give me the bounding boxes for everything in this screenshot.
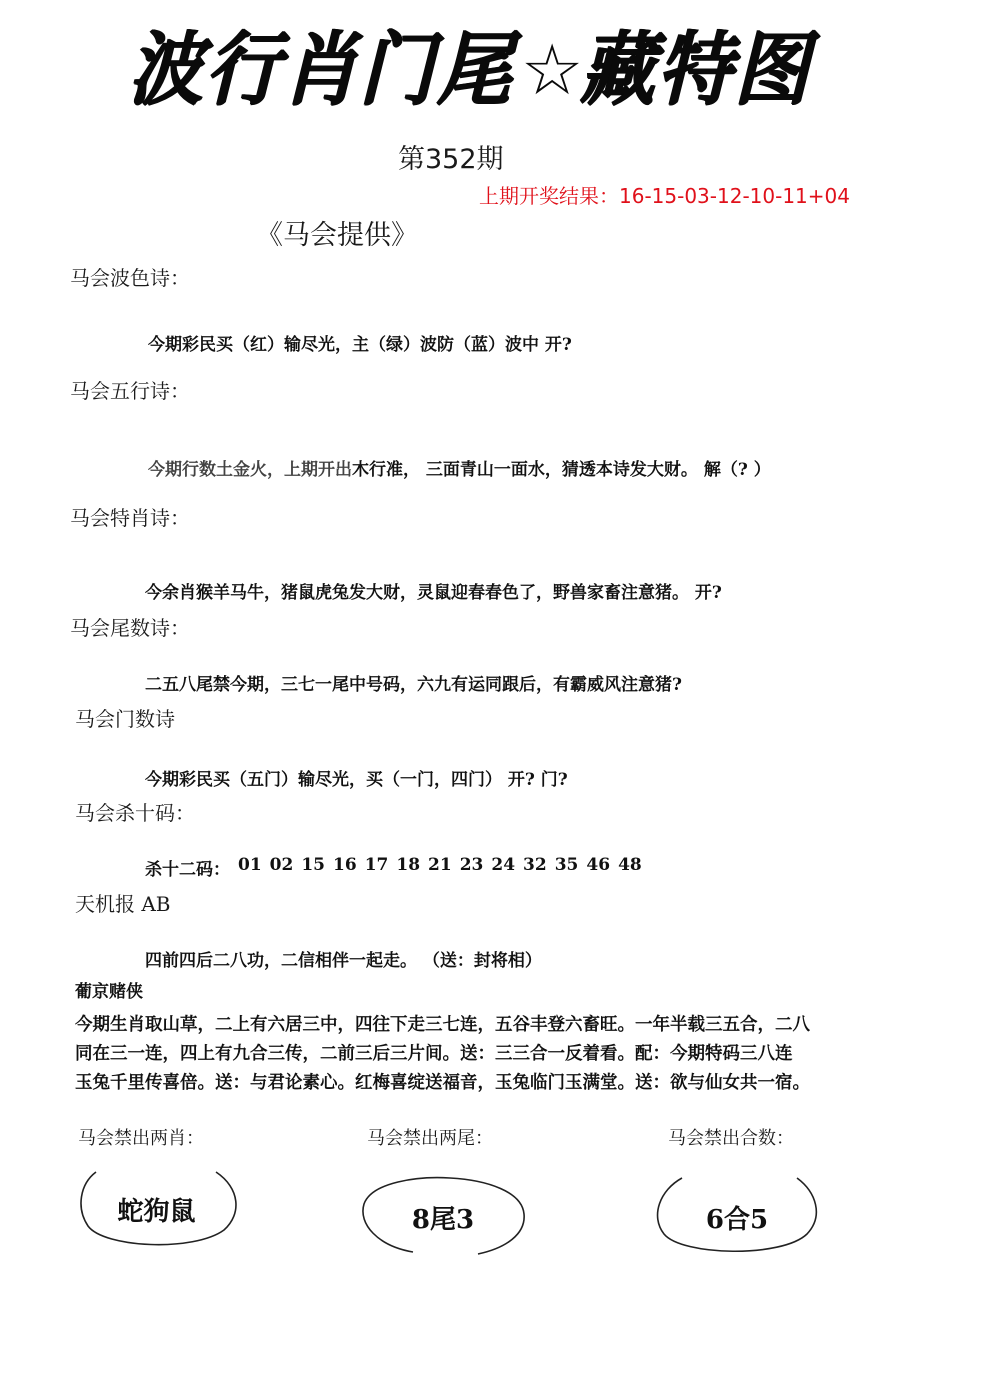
masthead-char: 藏 <box>575 23 673 117</box>
section-label-gate: 马会门数诗 <box>75 707 175 731</box>
masthead-char: 图 <box>729 23 827 117</box>
masthead-char: 肖 <box>277 23 375 117</box>
ban-value-tail: 8尾3 <box>411 1204 475 1235</box>
poem-zodiac: 今余肖猴羊马牛，猪鼠虎兔发大财，灵鼠迎春春色了，野兽家畜注意猪。 开? <box>145 583 722 603</box>
section-label-tianji: 天机报 AB <box>75 892 171 916</box>
masthead-char: 尾 <box>431 23 530 117</box>
kill-numbers-row <box>145 855 642 880</box>
kill-number: 46 <box>586 855 611 875</box>
provider-heading: 《马会提供》 <box>256 220 418 251</box>
last-draw-result <box>479 180 850 209</box>
ban-label-tail: 马会禁出两尾： <box>367 1128 493 1149</box>
ban-oval-tail <box>358 1176 528 1258</box>
last-draw-label: 上期开奖结果： <box>479 184 619 208</box>
masthead-char: 波 <box>123 23 221 117</box>
section-label-five-elements: 马会五行诗： <box>70 379 190 403</box>
masthead-char: 特 <box>652 23 750 117</box>
section-label-kill: 马会杀十码： <box>75 801 195 825</box>
pujing-line: 同在三一连，四上有九合三传，二前三后三片间。送：三三合一反着看。配：今期特码三八连 <box>75 1044 793 1064</box>
kill-number: 16 <box>333 855 357 875</box>
kill-number: 23 <box>459 855 484 875</box>
ban-label-zodiac: 马会禁出两肖： <box>78 1128 204 1149</box>
kill-number: 01 <box>238 855 262 875</box>
star-icon: ☆ <box>520 29 584 111</box>
section-label-pujing: 葡京赌侠 <box>75 982 143 1002</box>
kill-number: 18 <box>396 855 421 875</box>
pujing-line: 今期生肖取山草，二上有六居三中，四往下走三七连，五谷丰登六畜旺。一年半载三五合，二八 <box>75 1015 810 1035</box>
ban-label-sum: 马会禁出合数： <box>668 1128 794 1149</box>
masthead-char: 门 <box>354 23 453 117</box>
ban-value-zodiac: 蛇狗鼠 <box>117 1196 196 1227</box>
masthead-title <box>123 22 827 118</box>
poem-wave-color: 今期彩民买（红）输尽光，主（绿）波防（蓝）波中 开? <box>148 335 572 355</box>
ban-oval-sum <box>652 1176 822 1258</box>
pujing-paragraph <box>75 1011 925 1098</box>
kill-prefix: 杀十二码： <box>145 860 230 880</box>
last-draw-numbers: 16-15-03-12-10-11+04 <box>619 184 850 208</box>
ban-oval-zodiac <box>74 1168 239 1250</box>
kill-number: 15 <box>301 855 326 875</box>
poem-five-elements-faded: 今期行数土金火，上期开出 <box>148 460 352 480</box>
kill-number: 24 <box>491 855 516 875</box>
section-label-zodiac: 马会特肖诗： <box>70 506 190 530</box>
section-label-wave-color: 马会波色诗： <box>70 266 190 290</box>
kill-number: 48 <box>618 855 642 875</box>
poem-gate: 今期彩民买（五门）输尽光，买（一门，四门） 开? 门? <box>145 770 568 790</box>
section-label-tail: 马会尾数诗： <box>70 616 190 640</box>
poem-tianji: 四前四后二八功，二信相伴一起走。 （送：封将相） <box>145 951 542 971</box>
poem-five-elements-text: 木行准， 三面青山一面水，猜透本诗发大财。 解（? ） <box>352 460 771 480</box>
poem-tail: 二五八尾禁今期，三七一尾中号码，六九有运同跟后，有霸威风注意猪? <box>145 675 682 695</box>
masthead-char: 行 <box>200 23 298 117</box>
kill-number: 21 <box>428 855 452 875</box>
kill-number: 32 <box>523 855 547 875</box>
ban-value-sum: 6合5 <box>705 1204 769 1235</box>
kill-number: 02 <box>269 855 294 875</box>
poem-five-elements <box>148 455 771 480</box>
pujing-line: 玉兔千里传喜倍。送：与君论素心。红梅喜绽送福音，玉兔临门玉满堂。送：欲与仙女共一宿。 <box>75 1073 810 1093</box>
kill-number: 35 <box>554 855 579 875</box>
issue-number: 第352期 <box>398 144 504 175</box>
kill-number: 17 <box>364 855 389 875</box>
